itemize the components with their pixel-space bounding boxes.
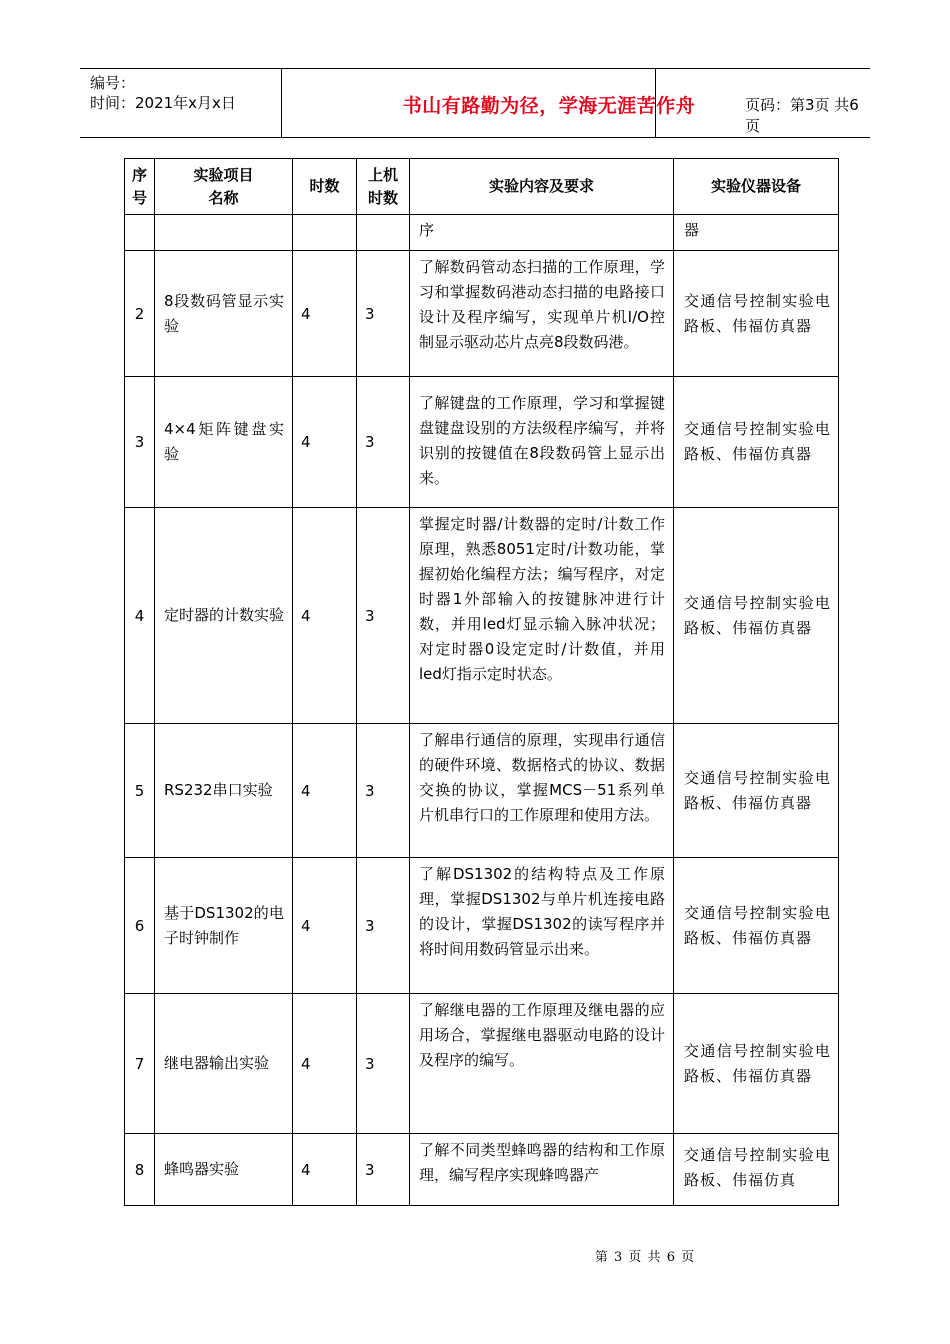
row-number: 2 bbox=[125, 251, 155, 377]
experiment-name: 蜂鸣器实验 bbox=[155, 1134, 293, 1206]
equipment-cell: 器 bbox=[674, 215, 839, 251]
header-cell-content: 实验内容及要求 bbox=[410, 159, 674, 215]
equipment-cell: 交通信号控制实验电路板、伟福仿真器 bbox=[674, 251, 839, 377]
content-cell: 序 bbox=[410, 215, 674, 251]
experiment-table bbox=[124, 158, 839, 1206]
experiment-name: 4×4矩阵键盘实验 bbox=[155, 377, 293, 508]
header-divider bbox=[281, 69, 282, 137]
hours-cell: 4 bbox=[293, 994, 357, 1134]
equipment-cell: 交通信号控制实验电路板、伟福仿真器 bbox=[674, 508, 839, 724]
header-cell-lab-hours: 上机时数 bbox=[357, 159, 410, 215]
content-cell: 了解继电器的工作原理及继电器的应用场合，掌握继电器驱动电路的设计及程序的编写。 bbox=[410, 994, 674, 1134]
table-row bbox=[125, 508, 839, 724]
equipment-cell: 交通信号控制实验电路板、伟福仿真器 bbox=[674, 994, 839, 1134]
experiment-name: 基于DS1302的电子时钟制作 bbox=[155, 858, 293, 994]
lab-hours-cell: 3 bbox=[357, 377, 410, 508]
content-cell: 了解数码管动态扫描的工作原理，学习和掌握数码港动态扫描的电路接口设计及程序编写，实现单片机I/O控制显示驱动芯片点亮8段数码港。 bbox=[410, 251, 674, 377]
table-row bbox=[125, 858, 839, 994]
experiment-name: 定时器的计数实验 bbox=[155, 508, 293, 724]
table-header-row bbox=[125, 159, 839, 215]
header-cell-no: 序号 bbox=[125, 159, 155, 215]
row-number: 3 bbox=[125, 377, 155, 508]
header-divider bbox=[655, 69, 656, 137]
table-row bbox=[125, 994, 839, 1134]
table-row bbox=[125, 377, 839, 508]
table-row bbox=[125, 1134, 839, 1206]
hours-cell: 4 bbox=[293, 377, 357, 508]
page-header bbox=[80, 68, 870, 138]
content-cell: 了解不同类型蜂鸣器的结构和工作原理，编写程序实现蜂鸣器产 bbox=[410, 1134, 674, 1206]
content-cell: 了解DS1302的结构特点及工作原理，掌握DS1302与单片机连接电路的设计，掌握DS1302的读写程序并将时间用数码管显示出来。 bbox=[410, 858, 674, 994]
lab-hours-cell: 3 bbox=[357, 508, 410, 724]
header-page-number: 页码：第3页 共6页 bbox=[745, 96, 859, 135]
document-time-label: 时间：2021年x月x日 bbox=[90, 94, 236, 112]
experiment-name: RS232串口实验 bbox=[155, 724, 293, 858]
lab-hours-cell: 3 bbox=[357, 724, 410, 858]
content-cell: 了解键盘的工作原理，学习和掌握键盘键盘设别的方法级程序编写，并将识别的按键值在8段数码管上显示出来。 bbox=[410, 377, 674, 508]
table-row bbox=[125, 724, 839, 858]
row-number: 6 bbox=[125, 858, 155, 994]
row-number: 7 bbox=[125, 994, 155, 1134]
lab-hours-cell: 3 bbox=[357, 858, 410, 994]
equipment-cell: 交通信号控制实验电路板、伟福仿真器 bbox=[674, 858, 839, 994]
equipment-cell: 交通信号控制实验电路板、伟福仿真器 bbox=[674, 724, 839, 858]
equipment-cell: 交通信号控制实验电路板、伟福仿真器 bbox=[674, 377, 839, 508]
page-footer: 第 3 页 共 6 页 bbox=[594, 1250, 696, 1265]
lab-hours-cell: 3 bbox=[357, 251, 410, 377]
header-motto: 书山有路勤为径，学海无涯苦作舟 bbox=[402, 95, 696, 117]
experiment-name: 继电器输出实验 bbox=[155, 994, 293, 1134]
experiment-name: 8段数码管显示实验 bbox=[155, 251, 293, 377]
hours-cell: 4 bbox=[293, 724, 357, 858]
table-row bbox=[125, 251, 839, 377]
lab-hours-cell: 3 bbox=[357, 994, 410, 1134]
header-cell-name: 实验项目名称 bbox=[155, 159, 293, 215]
lab-hours-cell: 3 bbox=[357, 1134, 410, 1206]
hours-cell: 4 bbox=[293, 858, 357, 994]
row-number: 5 bbox=[125, 724, 155, 858]
header-cell-equipment: 实验仪器设备 bbox=[674, 159, 839, 215]
equipment-cell: 交通信号控制实验电路板、伟福仿真 bbox=[674, 1134, 839, 1206]
row-number: 4 bbox=[125, 508, 155, 724]
hours-cell: 4 bbox=[293, 508, 357, 724]
table-row-continued bbox=[125, 215, 839, 251]
header-meta bbox=[90, 73, 236, 113]
header-cell-hours: 时数 bbox=[293, 159, 357, 215]
hours-cell: 4 bbox=[293, 1134, 357, 1206]
row-number: 8 bbox=[125, 1134, 155, 1206]
content-cell: 掌握定时器/计数器的定时/计数工作原理，熟悉8051定时/计数功能，掌握初始化编程方法；编写程序，对定时器1外部输入的按键脉冲进行计数，并用led灯显示输入脉冲状况；对定时器0设定定时/计数值，并用led灯指示定时状态。 bbox=[410, 508, 674, 724]
hours-cell: 4 bbox=[293, 251, 357, 377]
content-cell: 了解串行通信的原理，实现串行通信的硬件环境、数据格式的协议、数据交换的协议，掌握MCS－51系列单片机串行口的工作原理和使用方法。 bbox=[410, 724, 674, 858]
document-number-label: 编号： bbox=[90, 74, 136, 92]
